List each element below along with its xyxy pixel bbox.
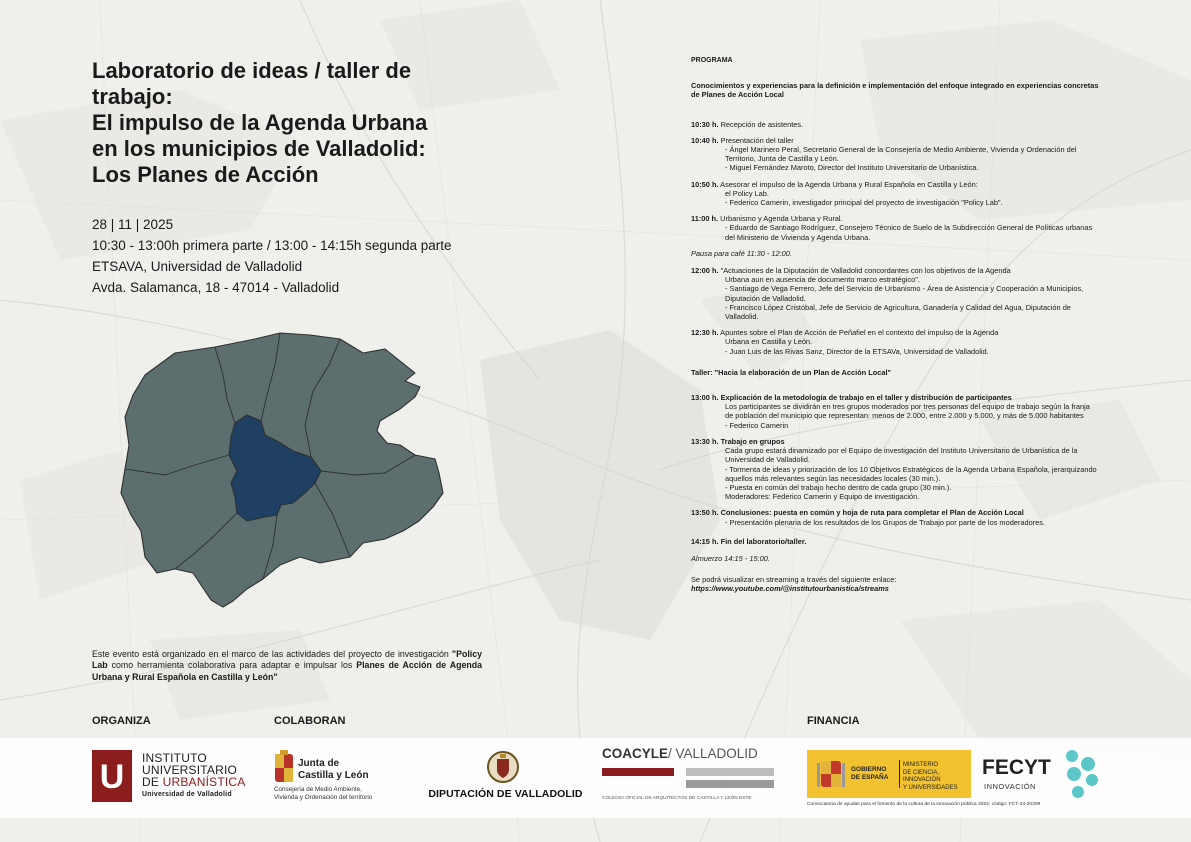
description-bold: Planes de Acción de Agenda Urbana y Rural Española en Castilla y León" [92, 660, 483, 682]
iuu-line: UNIVERSITARIO [142, 763, 238, 777]
item-speaker: - Francisco López Cristóbal, Jefe de Servicio de Agricultura, Ganadería y Calidad del Agua, Diputación de Valladolid. [725, 302, 1071, 322]
program-intro: Conocimientos y experiencias para la definición e implementación del enfoque integrado en experiencias concretas de Planes de Acción Local [691, 81, 1099, 100]
item-line: el Policy Lab. [725, 188, 769, 198]
program-label: PROGRAMA [691, 57, 733, 64]
ministerio-line: Y UNIVERSIDADES [903, 784, 958, 791]
gobierno-logo [807, 750, 971, 798]
item-time: 10:30 h. [691, 119, 719, 129]
coacyle-bars [602, 768, 774, 792]
item-text: Apuntes sobre el Plan de Acción de Peñafiel en el contexto del impulso de la Agenda [718, 328, 999, 338]
item-speaker: - Federico Camerin [725, 420, 789, 430]
item-speaker: - Eduardo de Santiago Rodríguez, Consejero Técnico de Suelo de la Subdirección General de Políticas urbanas del Ministerio de Vivienda y Agenda Urbana. [725, 223, 1093, 242]
event-venue: ETSAVA, Universidad de Valladolid [92, 259, 303, 274]
program-end: 14:15 h. Fin del laboratorio/taller. [691, 536, 807, 546]
fecyt-logo [982, 746, 1112, 802]
item-text: Recepción de asistentes. [718, 119, 804, 129]
description-text: como herramienta colaborativa para adaptar e impulsar los [107, 660, 357, 671]
iuu-line: URBANÍSTICA [162, 775, 246, 789]
title-line: Laboratorio de ideas / taller de [92, 58, 412, 83]
title-line: trabajo: [92, 84, 173, 109]
jcyl-sub: Consejería de Medio Ambiente, [274, 786, 362, 793]
program-item [691, 180, 1099, 208]
iuu-line: DE [142, 775, 163, 789]
title-line: El impulso de la Agenda Urbana [92, 110, 428, 135]
item-line: - Tormenta de ideas y priorización de los 10 Objetivos Estratégicos de la Agenda Urbana Española, jerarquizando aquellos más relevantes según las necesidades locales (30 min.). [725, 464, 1097, 483]
iuu-logo [92, 750, 262, 806]
jcyl-line: Junta de [298, 758, 340, 769]
diputacion-crest-icon [486, 750, 520, 784]
jcyl-logo [274, 748, 424, 810]
iuu-logo-mark: U [92, 750, 132, 802]
event-date: 28 | 11 | 2025 [92, 217, 174, 232]
program-item [691, 120, 1099, 129]
event-address: Avda. Salamanca, 18 - 47014 - Valladolid [92, 280, 340, 295]
item-time: 13:00 h. [691, 393, 719, 403]
fecyt-sub: INNOVACIÓN [984, 782, 1036, 791]
item-time: 10:50 h. [691, 179, 719, 189]
title-line: en los municipios de Valladolid: [92, 136, 426, 161]
item-speaker: - Ángel Marinero Peral, Secretario General de la Consejería de Medio Ambiente, Vivienda y Ordenación del Territorio, Junta de Castilla y León. [725, 145, 1077, 164]
ministerio-line: DE CIENCIA, INNOVACIÓN [903, 769, 941, 783]
item-line: Los participantes se dividirán en tres grupos moderados por tres personas del equipo de trabajo según la franja de población del municipio que representan: menos de 2.000, entre 2.000 y 5.000, y más de 5.000 habitantes [725, 402, 1090, 421]
jcyl-sub: Vivienda y Ordenación del territorio [274, 794, 373, 801]
workshop-title: Taller: "Hacia la elaboración de un Plan de Acción Local" [691, 367, 892, 377]
item-text: Presentación del taller [718, 135, 794, 145]
coacyle-city: / VALLADOLID [668, 746, 758, 761]
item-time: 12:30 h. [691, 328, 719, 338]
item-speaker: - Santiago de Vega Ferrero, Jefe del Servicio de Urbanismo - Área de Asistencia y Cooperación a Municipios, Diputación de Valladolid. [725, 284, 1084, 303]
item-title: Trabajo en grupos [718, 436, 785, 446]
item-line: - Presentación plenaria de los resultados de los Grupos de Trabajo por parte de los moderadores. [725, 517, 1046, 527]
program-item [691, 214, 1099, 242]
ministerio-line: MINISTERIO [903, 762, 939, 768]
stream-link[interactable]: https://www.youtube.com/@institutourbanistica/streams [691, 584, 889, 594]
item-time: 13:50 h. [691, 508, 719, 518]
jcyl-shield-icon [274, 750, 294, 784]
iuu-line: INSTITUTO [142, 751, 207, 765]
logo-strip [0, 738, 1191, 818]
event-title [92, 58, 512, 188]
item-title: Explicación de la metodología de trabajo en el taller y distribución de participantes [718, 393, 1012, 403]
fecyt-name: FECYT [982, 756, 1051, 779]
item-text: Asesorar el impulso de la Agenda Urbana y Rural Española en Castilla y León: [718, 179, 978, 189]
diputacion-logo [428, 750, 583, 808]
event-description [92, 649, 482, 684]
fecyt-dots-icon [1062, 748, 1102, 800]
item-speaker: - Juan Luis de las Rivas Sanz, Director de la ETSAVa, Universidad de Valladolid. [725, 346, 989, 356]
program-item [691, 328, 1099, 356]
item-line: Urbana en Castilla y León. [725, 337, 813, 347]
program-item [691, 266, 1099, 321]
gobierno-line: GOBIERNO [851, 766, 887, 773]
item-title: Conclusiones: puesta en común y hoja de ruta para completar el Plan de Acción Local [718, 508, 1024, 518]
spain-coat-of-arms-icon [815, 755, 847, 793]
item-time: 12:00 h. [691, 266, 719, 276]
program-item [691, 508, 1099, 526]
description-bold: "Policy Lab [92, 648, 482, 671]
lunch: Almuerzo 14:15 - 15:00. [691, 553, 770, 563]
organiza-label: ORGANIZA [92, 715, 151, 727]
item-line: - Puesta en común del trabajo hecho dentro de cada grupo (30 min.). [725, 482, 952, 492]
coacyle-name: COACYLE [602, 746, 669, 761]
item-speaker: - Federico Camerin, investigador principal del proyecto de investigación "Policy Lab". [725, 198, 1003, 208]
title-line: Los Planes de Acción [92, 162, 319, 187]
item-line: Cada grupo estará dinamizado por el Equipo de investigación del Instituto Universitario de Urbanística de la Universidad de Valladolid. [725, 446, 1078, 465]
item-speaker: - Miguel Fernández Maroto, Director del Instituto Universitario de Urbanística. [725, 163, 979, 173]
financia-label: FINANCIA [807, 715, 860, 727]
item-text: Urbanismo y Agenda Urbana y Rural. [718, 214, 843, 224]
item-time: 11:00 h. [691, 214, 719, 224]
coacyle-logo [602, 746, 780, 806]
item-text: "Actuaciones de la Diputación de Valladolid concordantes con los objetivos de la Agenda [718, 266, 1011, 276]
item-time: 10:40 h. [691, 135, 719, 145]
coffee-break: Pausa para café 11:30 - 12:00. [691, 248, 792, 258]
stream-text: Se podrá visualizar en streaming a través del siguiente enlace: [691, 575, 897, 585]
iuu-university: Universidad de Valladolid [142, 791, 232, 798]
castilla-leon-map [115, 325, 495, 610]
item-time: 13:30 h. [691, 436, 719, 446]
item-line: Moderadores: Federico Camerin y Equipo de investigación. [725, 492, 920, 502]
event-time: 10:30 - 13:00h primera parte / 13:00 - 14:15h segunda parte [92, 238, 452, 253]
program-item [691, 437, 1099, 501]
convocatoria-note: Convocatoria de ayudas para el fomento de la cultura de la innovación pública 2024; código: FCT-24-20309 [807, 802, 1041, 807]
program [691, 56, 1099, 594]
event-info [92, 214, 512, 298]
coacyle-sub: COLEGIO OFICIAL DE ARQUITECTOS DE CASTILLA Y LEÓN ESTE [602, 796, 752, 801]
colaboran-label: COLABORAN [274, 715, 346, 727]
program-item [691, 136, 1099, 173]
gobierno-line: DE ESPAÑA [851, 774, 889, 781]
diputacion-name: DIPUTACIÓN DE VALLADOLID [428, 788, 583, 800]
item-line: Urbana aun en ausencia de documento marco estratégico". [725, 275, 920, 285]
description-text: Este evento está organizado en el marco de las actividades del proyecto de investigación [92, 648, 452, 659]
jcyl-line: Castilla y León [298, 770, 369, 781]
program-item [691, 393, 1099, 430]
